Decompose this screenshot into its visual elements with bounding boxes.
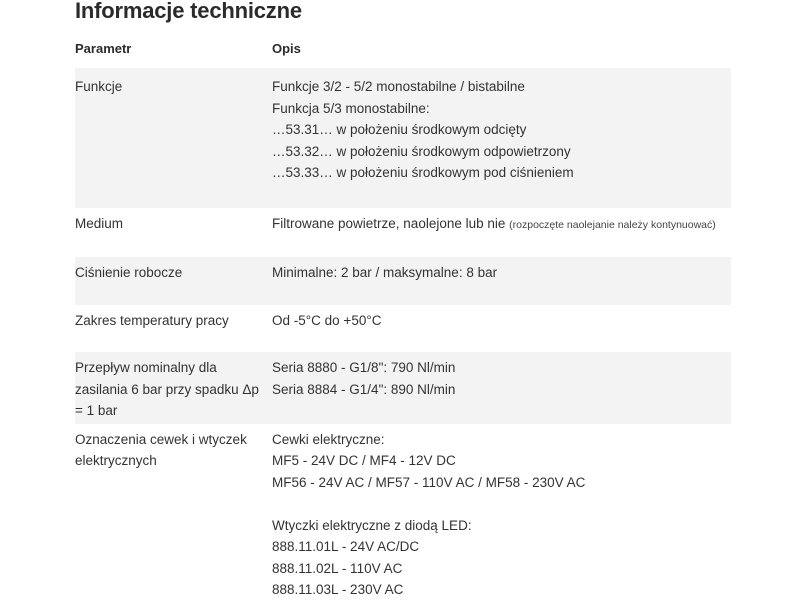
column-header-desc: Opis	[272, 41, 301, 56]
desc-cell	[272, 424, 731, 600]
table-row-medium	[75, 208, 731, 258]
desc-line: 888.11.01L - 24V AC/DC	[272, 539, 420, 554]
desc-cell	[272, 208, 731, 258]
table-row-temperature	[75, 305, 731, 353]
desc-main-text: Filtrowane powietrze, naolejone lub nie	[272, 215, 510, 231]
table-row-functions	[75, 68, 731, 208]
desc-line: Od -5°C do +50°C	[272, 312, 382, 328]
param-cell: Zakres temperatury pracy	[75, 312, 229, 328]
table-row-coil-markings	[75, 424, 731, 600]
desc-line: Cewki elektryczne:	[272, 431, 385, 447]
desc-line: Seria 8880 - G1/8": 790 Nl/min	[272, 360, 456, 375]
desc-line: Funkcje 3/2 - 5/2 monostabilne / bistabilne	[272, 79, 525, 94]
desc-line: MF56 - 24V AC / MF57 - 110V AC / MF58 - 230V AC	[272, 474, 586, 490]
page-title: Informacje techniczne	[75, 0, 302, 23]
table-row-flow	[75, 352, 731, 424]
desc-cell	[272, 68, 731, 208]
param-cell: Przepływ nominalny dla zasilania 6 bar przy spadku Δp = 1 bar	[75, 352, 272, 424]
desc-blank-line	[272, 493, 731, 515]
param-cell: Medium	[75, 215, 124, 231]
desc-line: Funkcja 5/3 monostabilne:	[272, 100, 430, 116]
desc-line: 888.11.02L - 110V AC	[272, 560, 403, 576]
desc-line: Minimalne: 2 bar / maksymalne: 8 bar	[272, 265, 498, 280]
desc-line: 888.11.03L - 230V AC	[272, 582, 404, 597]
desc-line: …53.32… w położeniu środkowym odpowietrzony	[272, 143, 571, 159]
desc-cell	[272, 257, 731, 305]
desc-line: …53.31… w położeniu środkowym odcięty	[272, 122, 527, 137]
technical-info-table	[75, 34, 731, 600]
desc-note-text: (rozpoczęte naolejanie należy kontynuować)	[509, 218, 716, 231]
desc-line: …53.33… w położeniu środkowym pod ciśnieniem	[272, 165, 574, 180]
desc-line	[272, 213, 731, 237]
desc-line: MF5 - 24V DC / MF4 - 12V DC	[272, 453, 456, 468]
param-cell: Ciśnienie robocze	[75, 257, 272, 305]
desc-line: Seria 8884 - G1/4": 890 Nl/min	[272, 381, 456, 397]
param-cell: Oznaczenia cewek i wtyczek elektrycznych	[75, 431, 247, 468]
desc-line: Wtyczki elektryczne z diodą LED:	[272, 517, 472, 533]
param-cell: Funkcje	[75, 68, 272, 208]
desc-cell	[272, 305, 731, 353]
table-row-pressure	[75, 257, 731, 305]
column-header-param: Parametr	[75, 41, 132, 56]
table-header-row	[75, 34, 731, 68]
desc-cell	[272, 352, 731, 424]
